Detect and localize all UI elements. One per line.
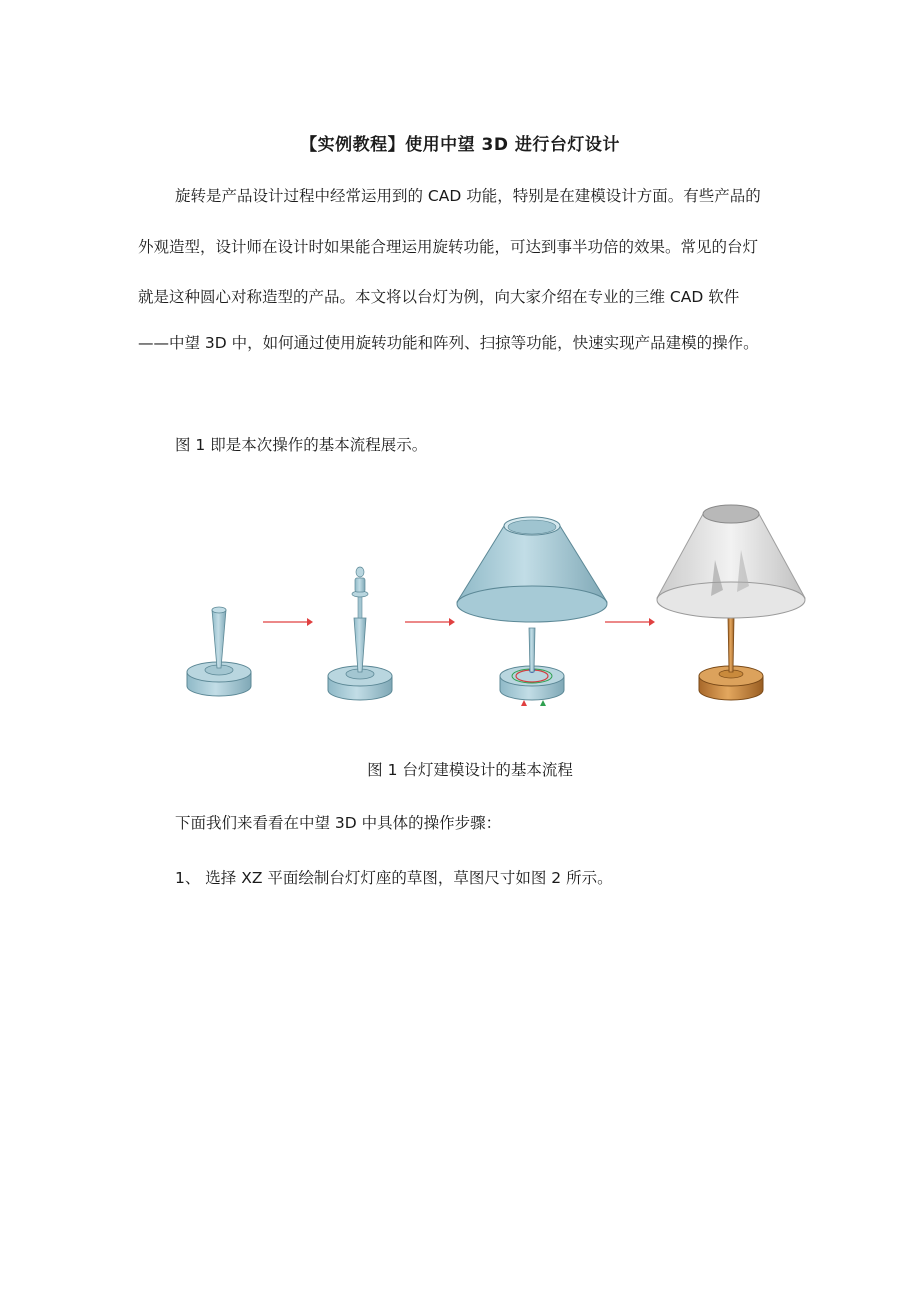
stage-base-stem: [187, 607, 251, 696]
page-title: 【实例教程】使用中望 3D 进行台灯设计: [300, 135, 620, 155]
steps-intro: 下面我们来看看在中望 3D 中具体的操作步骤：: [175, 814, 502, 832]
step-1: 1、 选择 XZ 平面绘制台灯灯座的草图，草图尺寸如图 2 所示。: [175, 869, 613, 887]
arrow-3: [605, 618, 655, 626]
figure-caption: 图 1 台灯建模设计的基本流程: [367, 761, 573, 779]
stage-rendered-lamp: [657, 505, 805, 700]
stage-stem-with-finial: [328, 567, 392, 700]
stage-with-lampshade: [457, 517, 607, 706]
figure-intro: 图 1 即是本次操作的基本流程展示。: [175, 436, 428, 454]
arrow-2: [405, 618, 455, 626]
intro-line-2: 外观造型，设计师在设计时如果能合理运用旋转功能，可达到事半功倍的效果。常见的台灯: [138, 238, 759, 256]
intro-line-4: ——中望 3D 中，如何通过使用旋转功能和阵列、扫掠等功能，快速实现产品建模的操作。: [138, 334, 759, 352]
lamp-workflow-figure: [175, 500, 815, 720]
intro-line-3: 就是这种圆心对称造型的产品。本文将以台灯为例，向大家介绍在专业的三维 CAD 软件: [138, 288, 740, 306]
arrow-1: [263, 618, 313, 626]
intro-line-1: 旋转是产品设计过程中经常运用到的 CAD 功能，特别是在建模设计方面。有些产品的: [175, 187, 761, 205]
